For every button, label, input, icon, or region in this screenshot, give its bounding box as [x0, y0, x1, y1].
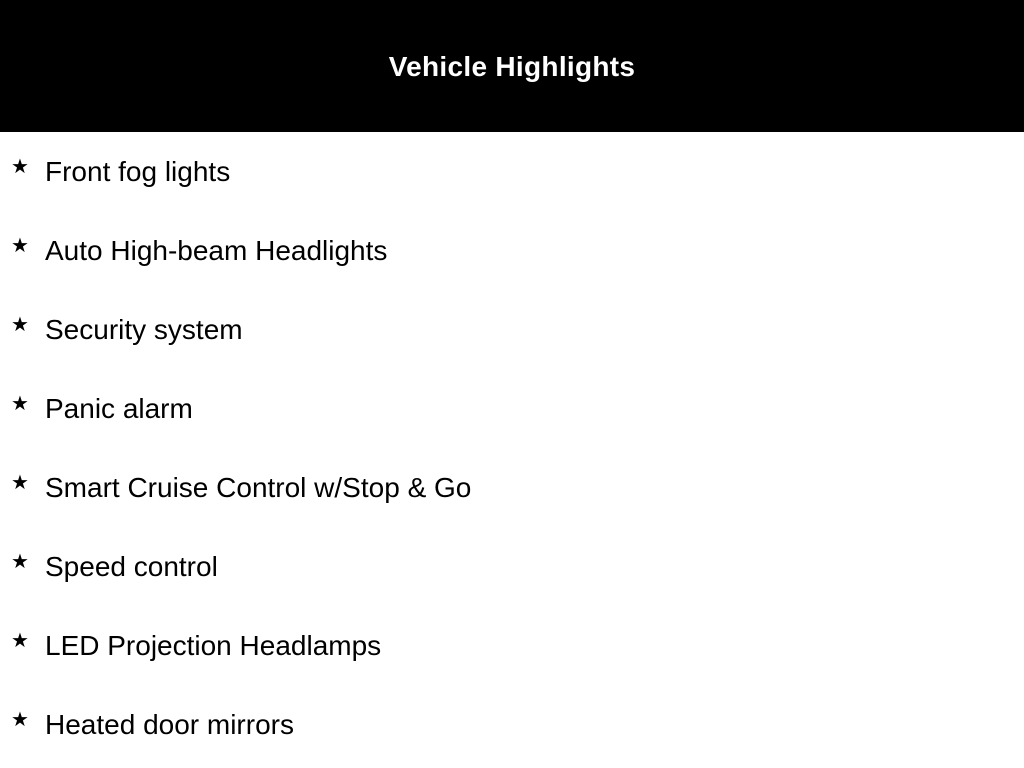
- list-item: [0, 606, 1024, 685]
- list-item-label: Panic alarm: [45, 393, 193, 424]
- star-icon: ★: [11, 549, 29, 573]
- star-icon: ★: [11, 628, 29, 652]
- list-item-label: Auto High-beam Headlights: [45, 235, 388, 266]
- list-item: [0, 132, 1024, 211]
- list-item: [0, 369, 1024, 448]
- page-header: [0, 0, 1024, 132]
- list-item: [0, 211, 1024, 290]
- list-item-label: LED Projection Headlamps: [45, 630, 382, 661]
- list-item: [0, 527, 1024, 606]
- list-item: [0, 448, 1024, 527]
- page-title: Vehicle Highlights: [388, 51, 636, 82]
- list-item: [0, 290, 1024, 369]
- list-item-label: Smart Cruise Control w/Stop & Go: [45, 472, 472, 503]
- star-icon: ★: [11, 470, 29, 494]
- list-item-label: Security system: [45, 314, 243, 345]
- list-item-label: Speed control: [45, 551, 218, 582]
- highlights-list: [0, 132, 1024, 764]
- list-item-label: Front fog lights: [45, 156, 231, 187]
- star-icon: ★: [11, 707, 29, 731]
- list-item-label: Heated door mirrors: [45, 709, 294, 740]
- star-icon: ★: [11, 154, 29, 178]
- star-icon: ★: [11, 233, 29, 257]
- star-icon: ★: [11, 391, 29, 415]
- star-icon: ★: [11, 312, 29, 336]
- list-item: [0, 685, 1024, 764]
